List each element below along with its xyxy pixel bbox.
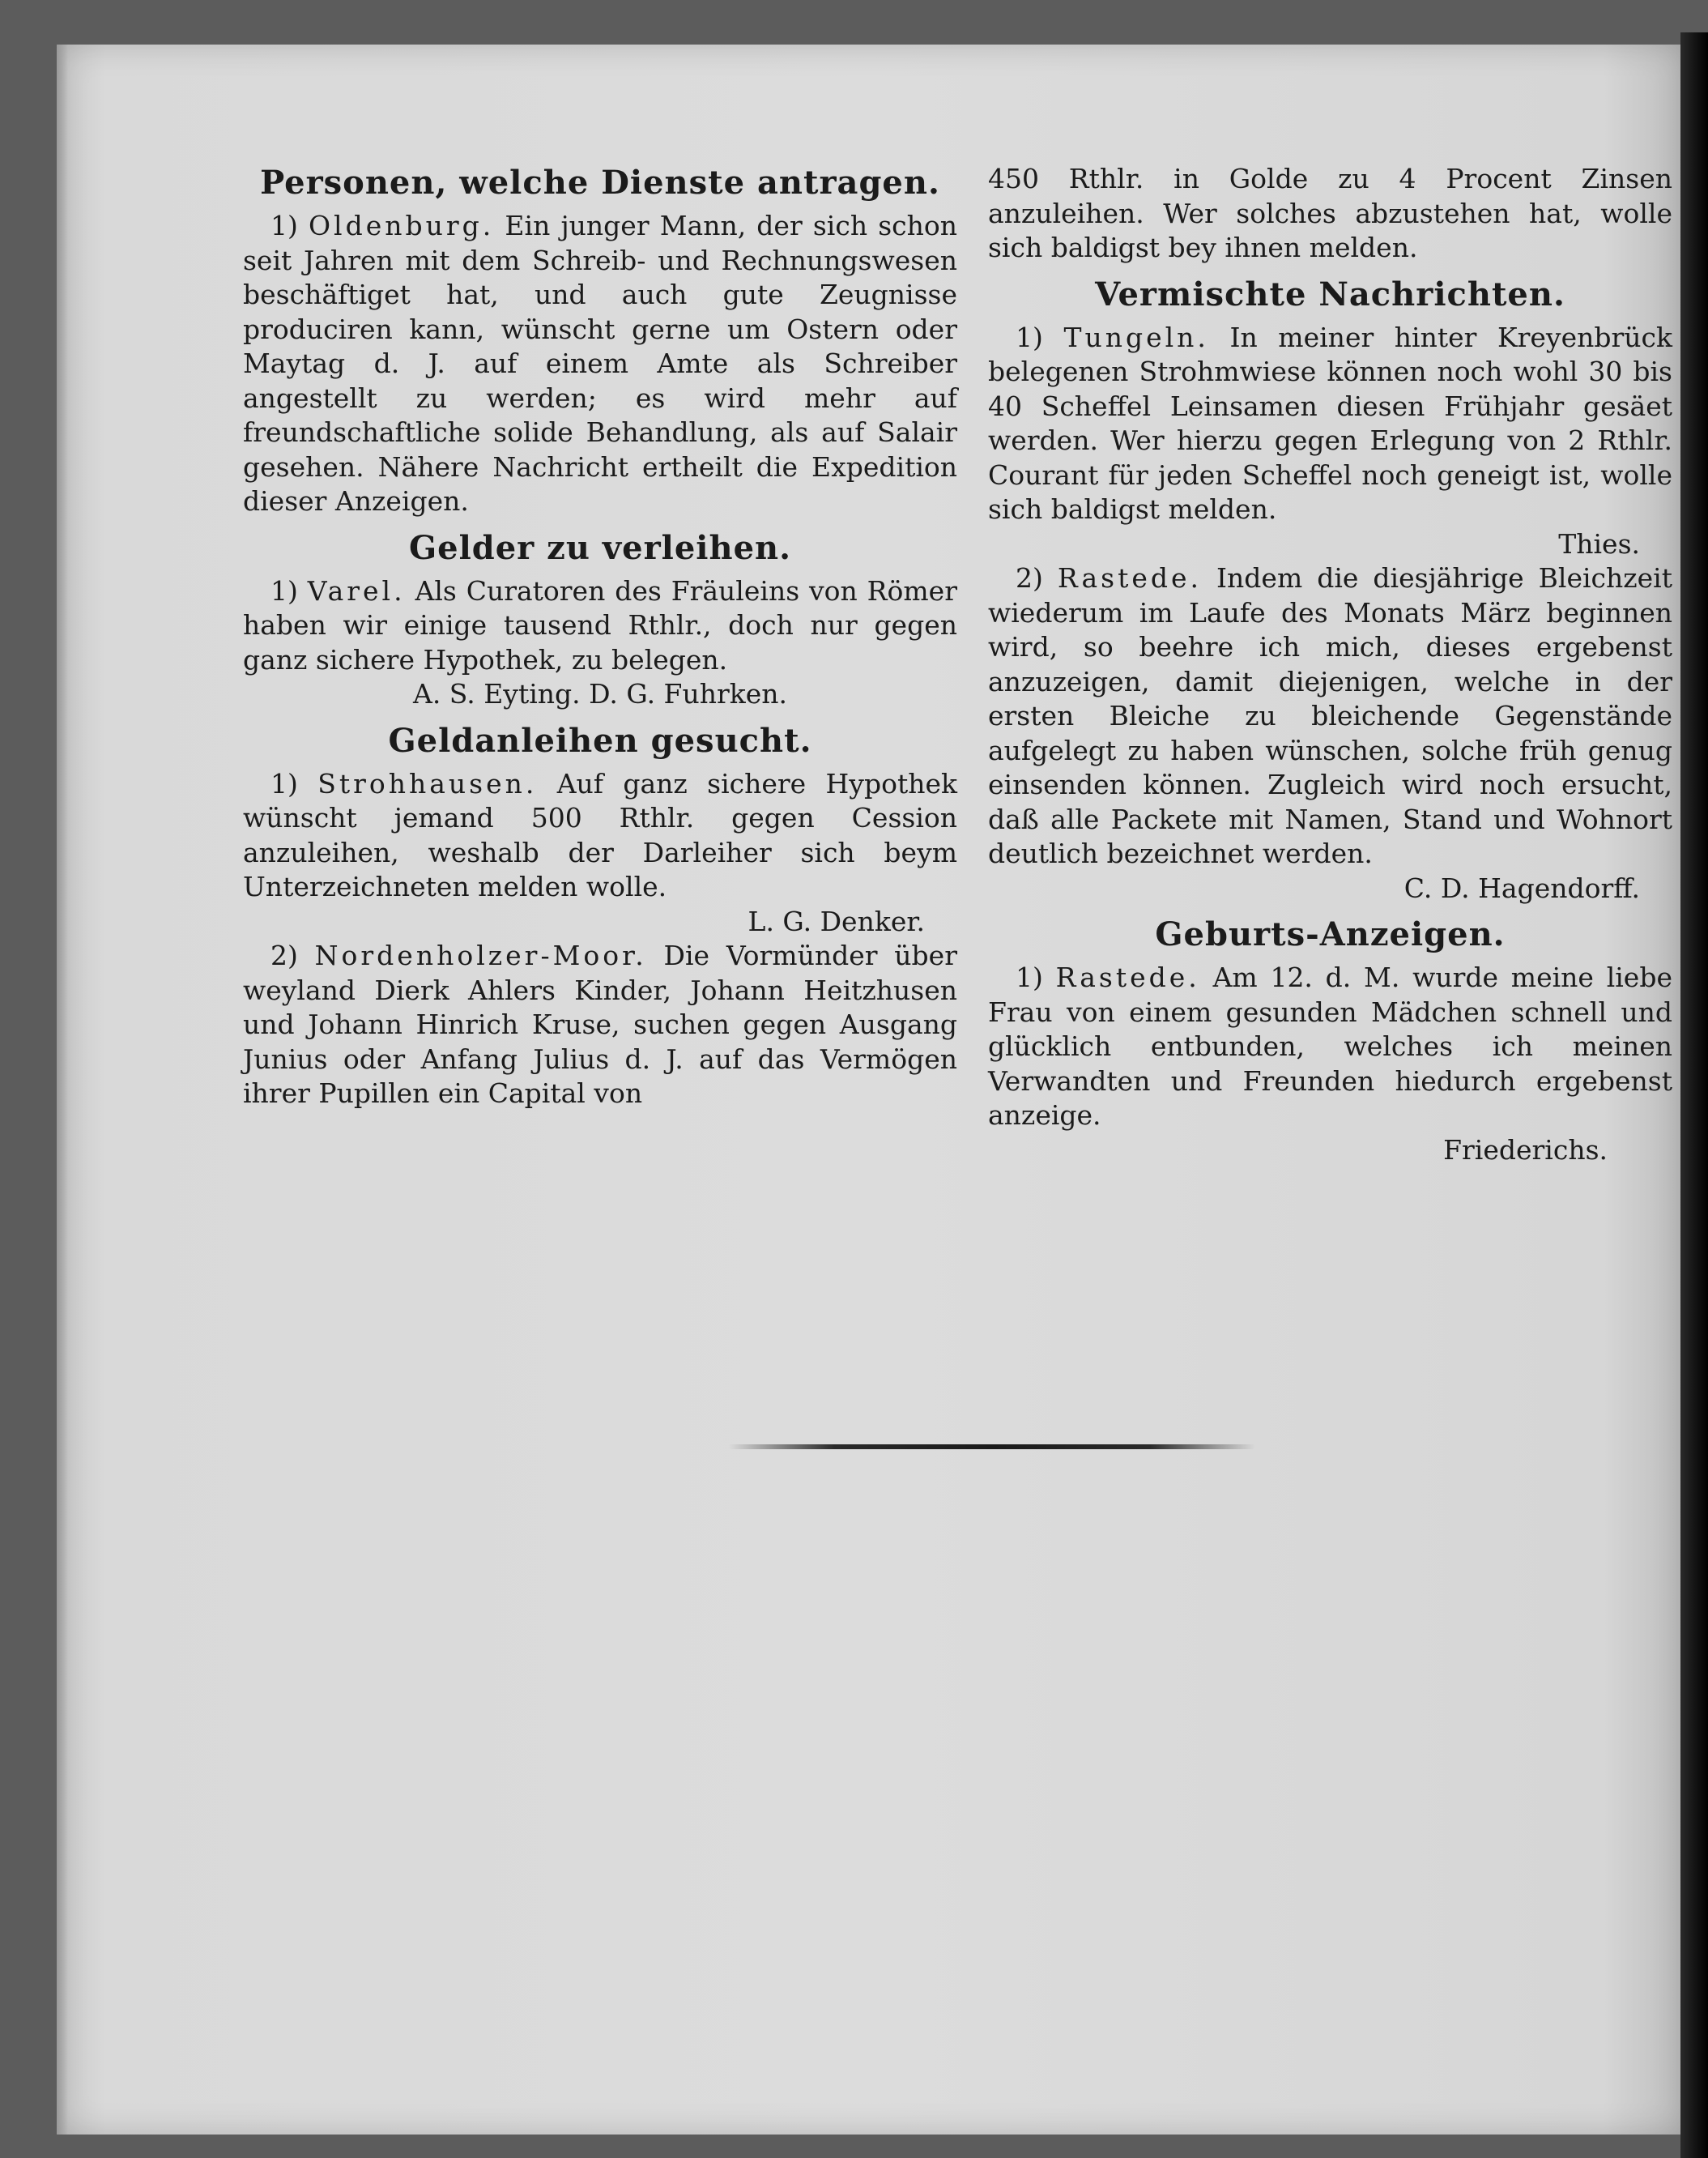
entry-place: Strohhausen.	[317, 767, 538, 800]
continuation-text: 450 Rthlr. in Golde zu 4 Procent Zinsen anzuleihen. Wer solches abzustehen hat, wolle sich baldigst bey ihnen melden.	[988, 163, 1672, 263]
entry-place: Rastede.	[1055, 962, 1200, 993]
entry-oldenburg	[243, 209, 957, 519]
entry-number: 1)	[1016, 321, 1043, 353]
entry-number: 1)	[270, 767, 298, 800]
horizontal-divider-rule	[729, 1444, 1255, 1449]
signature: C. D. Hagendorff.	[1403, 872, 1640, 904]
entry-place: Rastede.	[1057, 562, 1203, 594]
signature: A. S. Eyting. D. G. Fuhrken.	[413, 678, 787, 710]
section-heading-geburts: Geburts-Anzeigen.	[1155, 915, 1506, 953]
section-heading-personen: Personen, welche Dienste antragen.	[260, 164, 940, 202]
entry-varel	[243, 574, 957, 678]
entry-number: 1)	[270, 210, 298, 241]
entry-text: Ein junger Mann, der sich schon seit Jahren mit dem Schreib- und Rechnungswesen beschäftiget hat, und auch gute Zeugnisse produciren kann, wünscht gerne um Ostern oder Maytag d. J. auf einem Amte als Schreiber angestellt zu werden; es wird mehr auf freundschaftliche solide Behandlung, als auf Salair gesehen. Nähere Nachricht ertheilt die Expedition dieser Anzeigen.	[243, 210, 957, 517]
entry-number: 1)	[1016, 962, 1043, 993]
entry-place: Varel.	[307, 574, 406, 607]
section-heading-gelder: Gelder zu verleihen.	[408, 528, 792, 567]
entry-rastede-geburt	[988, 961, 1672, 1133]
signature: Thies.	[1558, 527, 1640, 560]
entry-tungeln	[988, 321, 1672, 527]
entry-text: Indem die diesjährige Bleichzeit wiederum im Laufe des Monats März beginnen wird, so beehre ich mich, dieses ergebenst anzuzeigen, damit diejenigen, welche in der ersten Bleiche zu bleichende Gegenstände aufgelegt zu haben wünschen, solche früh genug einsenden können. Zugleich wird noch ersucht, daß alle Packete mit Namen, Stand und Wohnort deutlich bezeichnet werden.	[988, 562, 1672, 869]
entry-text: Die Vormünder über weyland Dierk Ahlers Kinder, Johann Heitzhusen und Johann Hinrich Kruse, suchen gegen Ausgang Junius oder Anfang Julius d. J. auf das Vermögen ihrer Pupillen ein Capital von	[243, 940, 957, 1109]
signature: Friederichs.	[1443, 1133, 1608, 1166]
entry-rastede-bleiche	[988, 561, 1672, 872]
entry-text: Am 12. d. M. wurde meine liebe Frau von einem gesunden Mädchen schnell und glücklich entbunden, welches ich meinen Verwandten und Freunden hiedurch ergebenst anzeige.	[988, 962, 1672, 1131]
section-heading-geldanleihen: Geldanleihen gesucht.	[388, 721, 812, 760]
entry-text: In meiner hinter Kreyenbrück belegenen Strohmwiese können noch wohl 30 bis 40 Scheffel Leinsamen diesen Frühjahr gesäet werden. Wer hierzu gegen Erlegung von 2 Rthlr. Courant für jeden Scheffel noch geneigt ist, wolle sich baldigst melden.	[988, 321, 1672, 525]
entry-strohhausen	[243, 767, 957, 905]
page-left-edge-shadow	[57, 45, 68, 2135]
entry-place: Oldenburg.	[309, 210, 495, 241]
entry-text: Auf ganz sichere Hypothek wünscht jemand 500 Rthlr. gegen Cession anzuleihen, weshalb der Darleiher sich beym Unterzeichneten melden wolle.	[243, 767, 957, 902]
book-spine-shadow	[1680, 32, 1708, 2158]
entry-nordenholzer-moor	[243, 939, 957, 1111]
entry-number: 1)	[270, 574, 298, 607]
entry-place: Tungeln.	[1063, 321, 1209, 353]
entry-place: Nordenholzer-Moor.	[314, 940, 647, 971]
entry-number: 2)	[1016, 562, 1043, 594]
left-column	[243, 162, 957, 1111]
entry-number: 2)	[270, 940, 298, 971]
signature: L. G. Denker.	[748, 905, 925, 937]
right-column	[988, 162, 1672, 1167]
entry-text: Als Curatoren des Fräuleins von Römer haben wir einige tausend Rthlr., doch nur gegen ganz sichere Hypothek, zu belegen.	[243, 574, 957, 676]
section-heading-vermischte: Vermischte Nachrichten.	[1095, 275, 1565, 313]
